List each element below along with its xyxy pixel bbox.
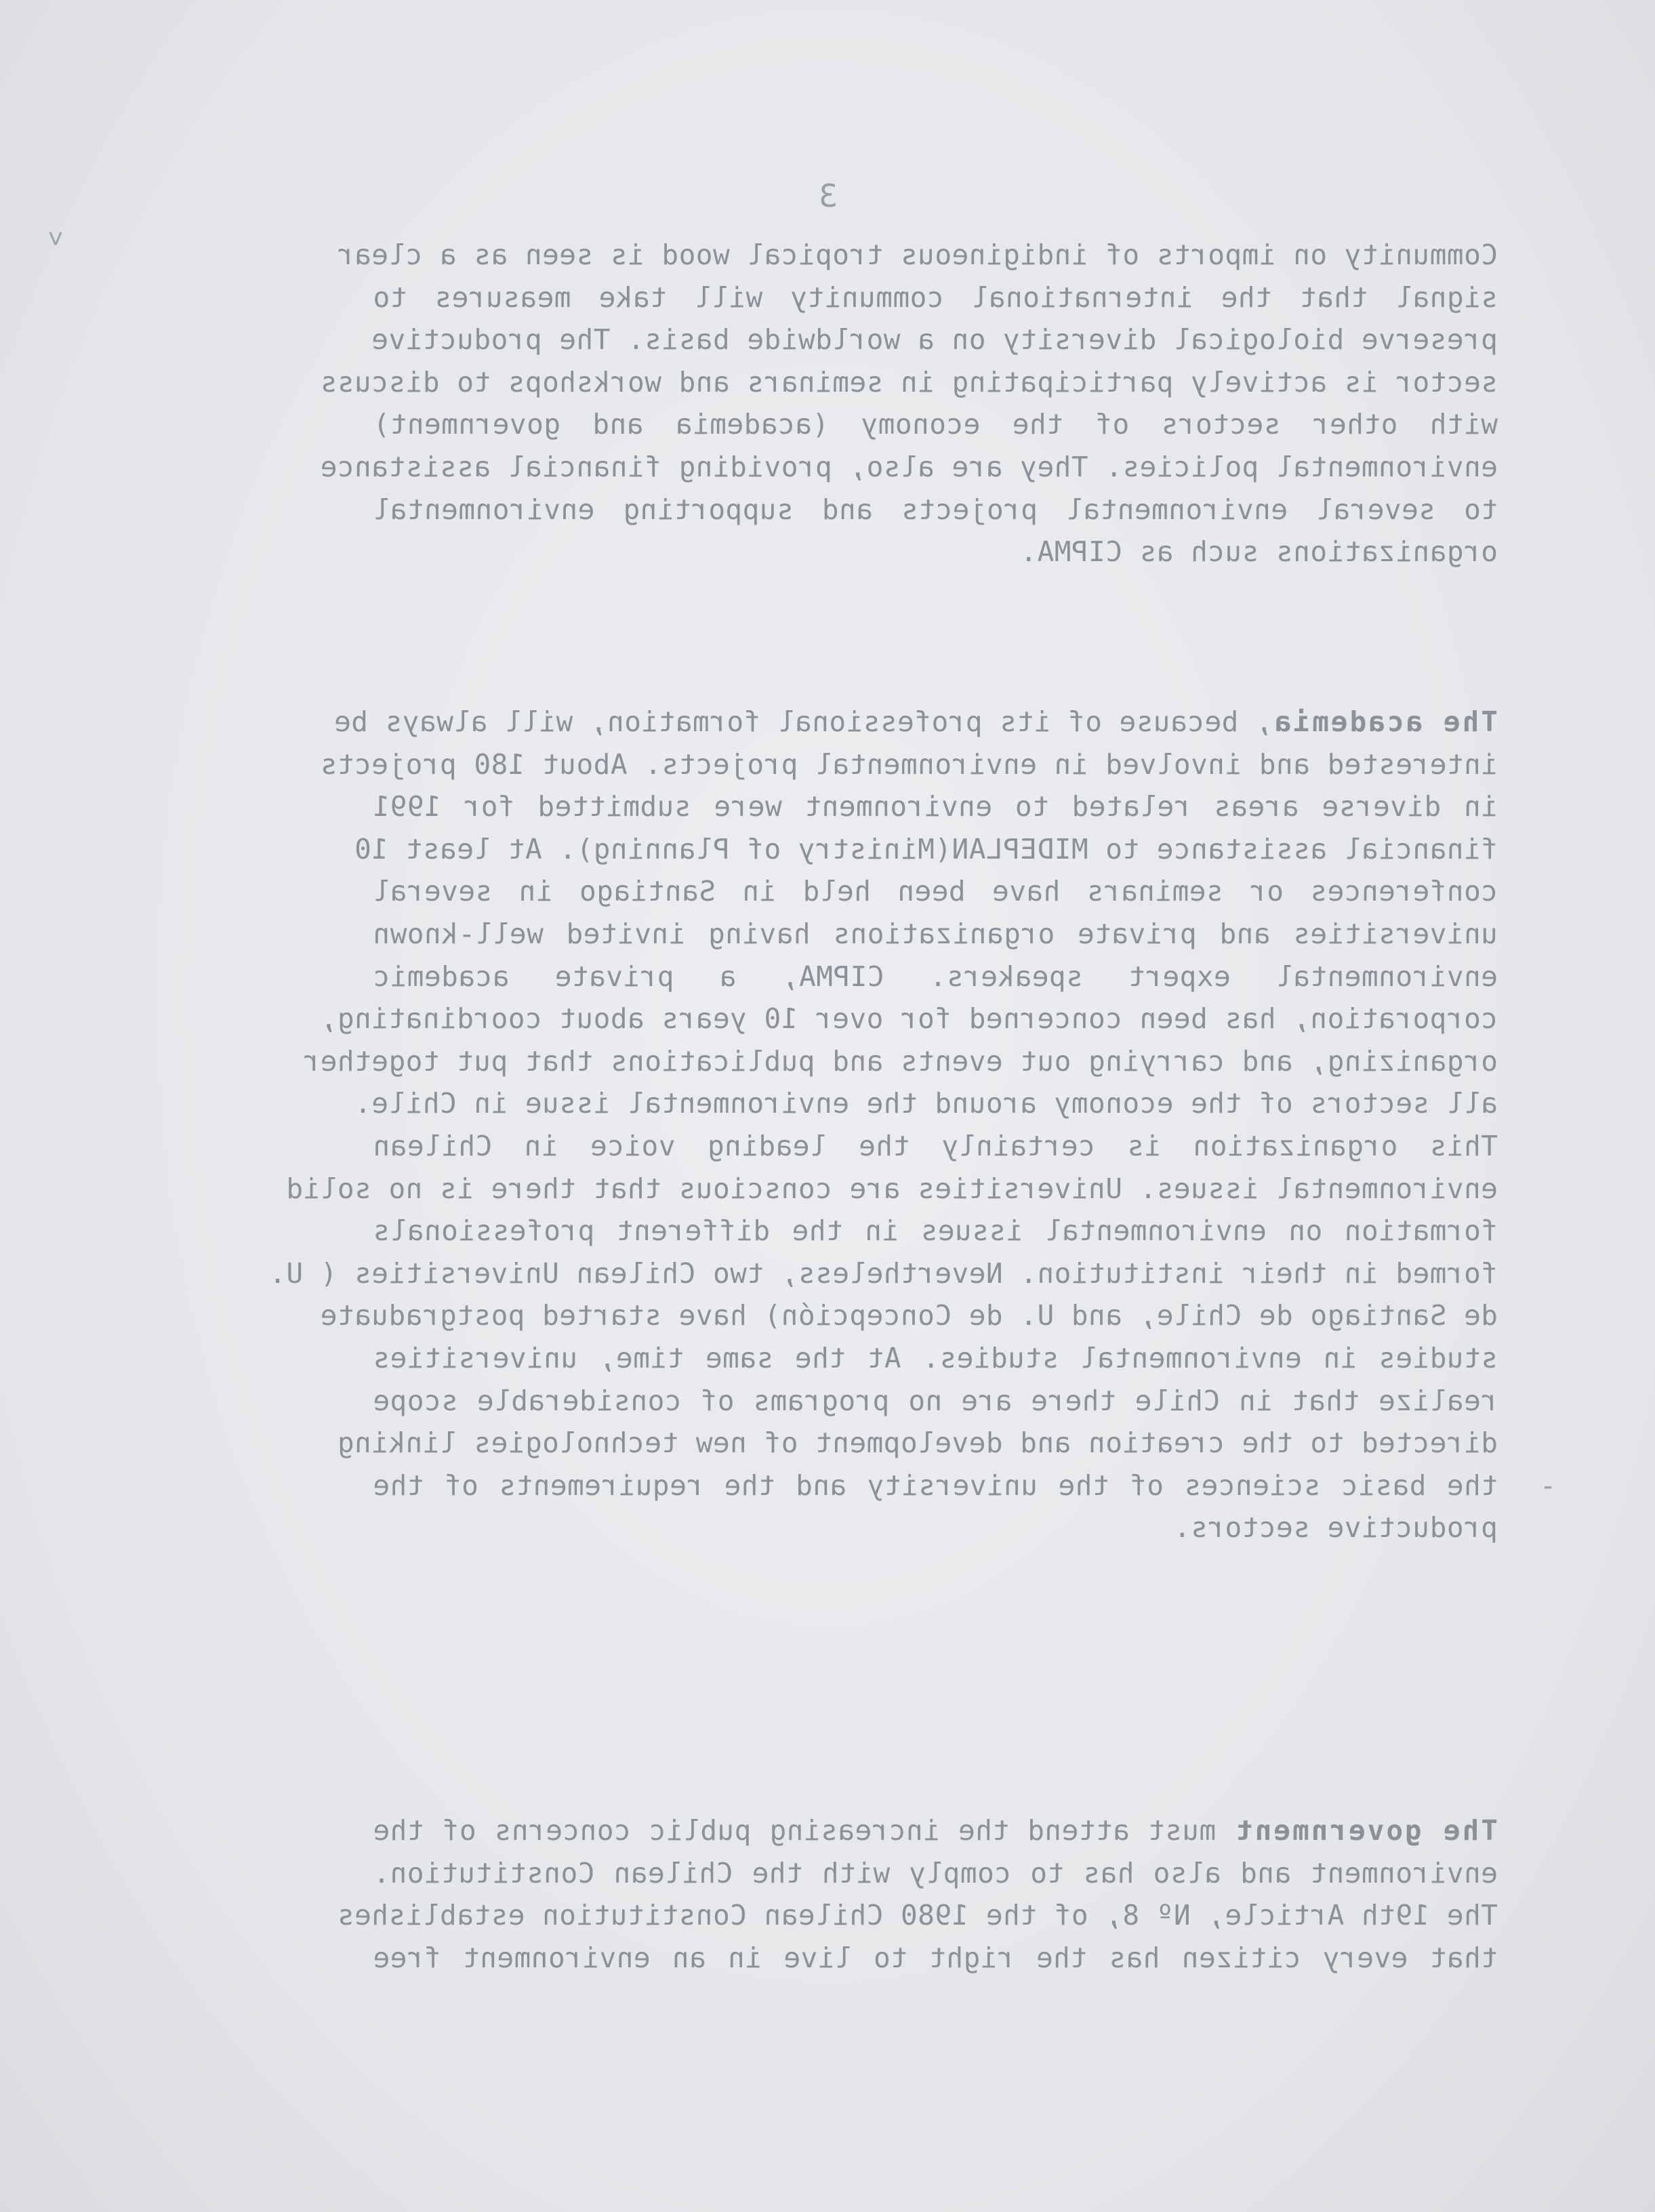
text-line: corporation, has been concerned for over 10 years about coordinating, — [320, 1002, 1498, 1036]
text-line: The 19th Article, Nº 8, of the 1980 Chilean Constitution establishes — [337, 1899, 1498, 1932]
text-line: signal that the international community will take measures to — [373, 281, 1498, 314]
text-line: formed in their institution. Nevertheless, two Chilean Universities ( U. — [268, 1256, 1498, 1290]
text-line: environment and also has to comply with the Chilean Constitution. — [373, 1856, 1498, 1889]
text-line: the basic sciences of the university and the requirements of the — [373, 1469, 1498, 1502]
text-line: interested and involved in environmental projects. About 180 projects — [320, 747, 1498, 781]
text-line: This organization is certainly the leading voice in Chilean — [373, 1129, 1498, 1162]
text-line: organizations such as CIPMA. — [1019, 535, 1498, 569]
text-line: to several environmental projects and supporting environmental — [373, 493, 1498, 526]
text-line: studies in environmental studies. At the same time, universities — [373, 1341, 1498, 1374]
text-line: organizing, and carrying out events and publications that put together — [303, 1044, 1498, 1078]
scan-speck: - — [1540, 1471, 1557, 1502]
text-line: with other sectors of the economy (academia and government) — [373, 408, 1498, 441]
text-line: environmental expert speakers. CIPMA, a private academic — [373, 960, 1498, 993]
text-line: in diverse areas related to environment were submitted for 1991 — [373, 790, 1498, 823]
text-line: directed to the creation and development of new technologies linking — [337, 1427, 1498, 1460]
text-line: realize that in Chile there are no programs of considerable scope — [373, 1384, 1498, 1417]
text-line: formation on environmental issues in the different professionals — [373, 1214, 1498, 1248]
text-line: Community on imports of indigineous tropical wood is seen as a clear — [337, 239, 1498, 271]
scan-speck: ˅ — [47, 224, 64, 255]
text-line: conferences or seminars have been held in Santiago in several — [373, 875, 1498, 908]
text-line: productive sectors. — [1173, 1511, 1498, 1544]
text-line: environmental issues. Universities are conscious that there is no solid — [285, 1172, 1498, 1205]
paragraph-government — [337, 1809, 1498, 1979]
text-line — [333, 701, 1498, 743]
paragraph-lead-academia: The academia — [1272, 705, 1498, 738]
paragraph-lead-government: The government — [1233, 1814, 1498, 1847]
text-line-rest: must attend the increasing public concerns of the — [373, 1814, 1234, 1847]
paragraph-productive-sector — [320, 234, 1498, 573]
page-number: 3 — [819, 178, 838, 214]
text-line: environmental policies. They are also, providing financial assistance — [320, 450, 1498, 483]
text-line: de Santiago de Chile, and U. de Concepción) have started postgraduate — [320, 1299, 1498, 1332]
text-line: that every citizen has the right to live in an environment free — [373, 1941, 1498, 1974]
paragraph-academia — [268, 701, 1498, 1549]
text-line: preserve biological diversity on a worldwide basis. The productive — [371, 323, 1498, 356]
text-line: all sectors of the economy around the environmental issue in Chile. — [354, 1087, 1498, 1120]
text-line — [373, 1809, 1498, 1852]
text-line-rest: , because of its professional formation, will always be — [333, 705, 1273, 738]
text-line: universities and private organizations having invited well-known — [373, 917, 1498, 950]
text-line: sector is actively participating in seminars and workshops to discuss — [320, 365, 1498, 398]
text-line: financial assistance to MIDEPLAN(Ministry of Planning). At least 10 — [354, 832, 1498, 865]
